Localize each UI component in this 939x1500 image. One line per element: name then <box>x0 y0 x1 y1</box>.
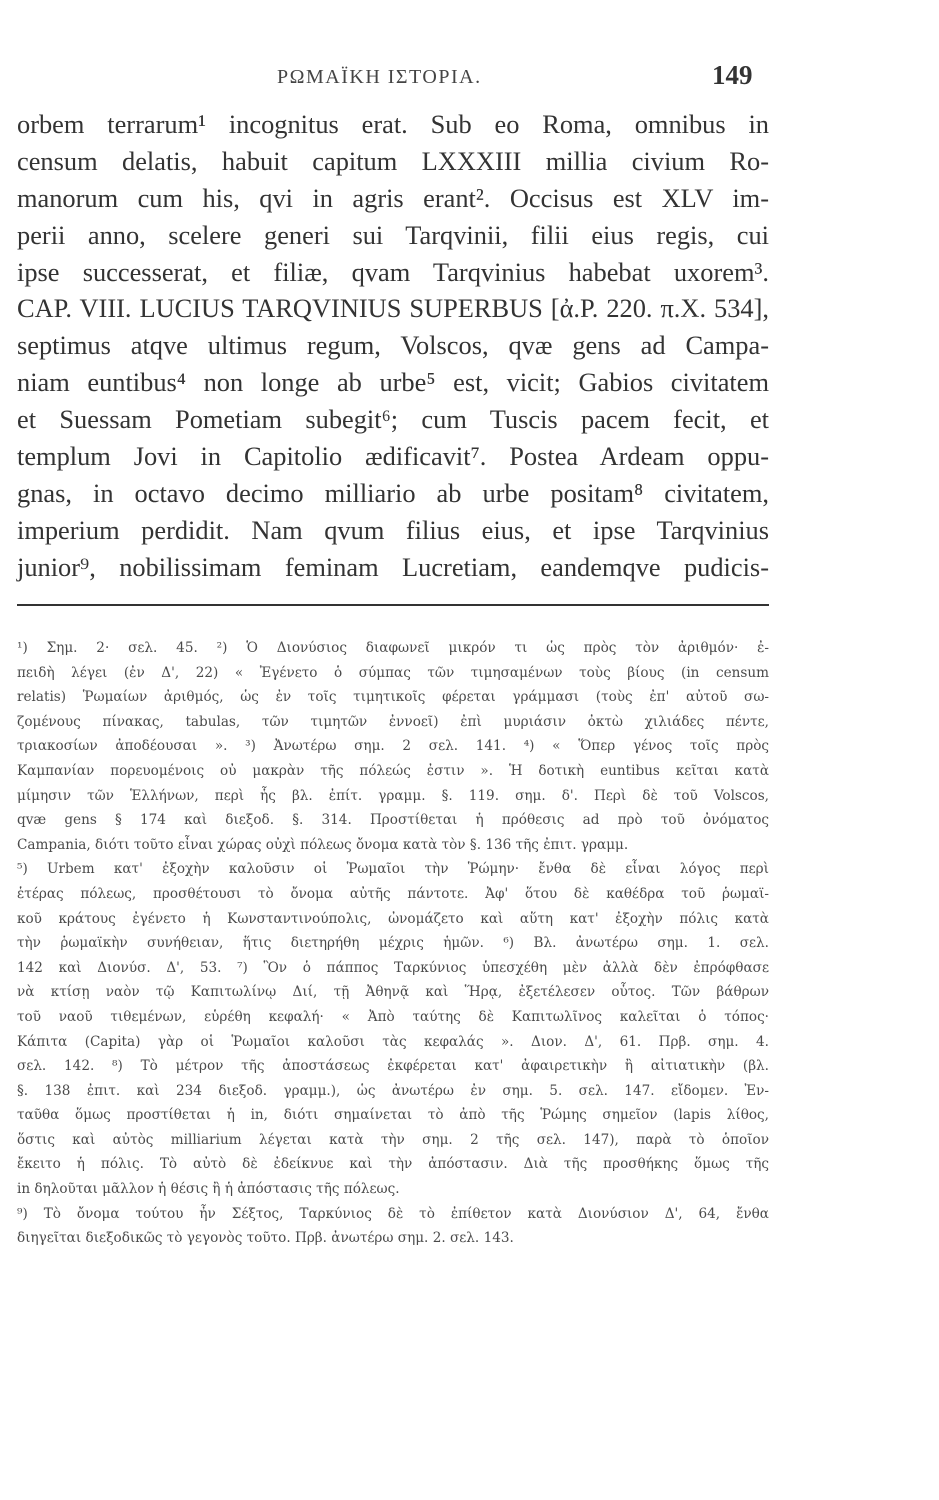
main-text-line: ipse successerat, et filiæ, qvam Tarqvinius habebat uxorem³. <box>17 256 769 287</box>
footnote-line: qvæ gens § 174 καὶ διεξοδ. §. 314. Προστίθεται ἡ πρόθεσις ad πρὸ τοῦ ὀνόματος <box>17 812 769 829</box>
footnote-line: σελ. 142. ⁸) Τὸ μέτρον τῆς ἀποστάσεως ἐκφέρεται κατ' ἀφαιρετικὴν ἢ αἰτιατικὴν (βλ. <box>17 1058 769 1075</box>
footnote-line: τριακοσίων ἀποδέουσαι ». ³) Ἀνωτέρω σημ. 2 σελ. 141. ⁴) « Ὅπερ γένος τοῖς πρὸς <box>17 738 769 755</box>
footnote-line: Καμπανίαν πορευομένοις οὐ μακρὰν τῆς πόλεώς ἐστιν ». Ἡ δοτικὴ euntibus κεῖται κατὰ <box>17 762 769 779</box>
footnote-line: τὴν ῥωμαϊκὴν συνήθειαν, ἥτις διετηρήθη μέχρις ἡμῶν. ⁶) Βλ. ἀνωτέρω σημ. 1. σελ. <box>17 935 769 952</box>
footnote-line: μίμησιν τῶν Ἑλλήνων, περὶ ἧς βλ. ἐπίτ. γραμμ. §. 119. σημ. δ'. Περὶ δὲ τοῦ Volscos, <box>17 787 769 804</box>
footnote-line: νὰ κτίσῃ ναὸν τῷ Καπιτωλίνῳ Διί, τῇ Ἀθηνᾷ καὶ Ἥρᾳ, ἐξετέλεσεν οὗτος. Τῶν βάθρων <box>17 984 769 1001</box>
running-head <box>0 60 939 96</box>
footnote-line: ζομένους πίνακας, tabulas, τῶν τιμητῶν ἐννοεῖ) ἐπὶ μυριάσιν ὀκτὼ χιλιάδες πέντε, <box>17 713 769 730</box>
main-text-line: imperium perdidit. Nam qvum filius eius, et ipse Tarqvinius <box>17 514 769 545</box>
footnote-line: ὅστις καὶ αὐτὸς milliarium λέγεται κατὰ τὴν σημ. 2 τῆς σελ. 147), παρὰ τὸ ὁποῖον <box>17 1131 769 1148</box>
main-text-line: gnas, in octavo decimo milliario ab urbe positam⁸ civitatem, <box>17 477 769 508</box>
main-text-line: septimus atqve ultimus regum, Volscos, qvæ gens ad Campa- <box>17 330 769 361</box>
footnote-line: ⁵) Urbem κατ' ἐξοχὴν καλοῦσιν οἱ Ῥωμαῖοι τὴν Ῥώμην· ἔνθα δὲ εἶναι λόγος περὶ <box>17 861 769 878</box>
main-text-line: censum delatis, habuit capitum LXXXIII millia civium Ro- <box>17 145 769 176</box>
footnote-line: ἑτέρας πόλεως, προσθέτουσι τὸ ὄνομα αὐτῆς πάντοτε. Ἀφ' ὅτου δὲ καθέδρα τοῦ ῥωμαϊ- <box>17 885 769 902</box>
footnote-divider <box>17 604 769 606</box>
footnote-line: Κάπιτα (Capita) γὰρ οἱ Ῥωμαῖοι καλοῦσι τὰς κεφαλάς ». Διον. Δ', 61. Πρβ. σημ. 4. <box>17 1033 769 1050</box>
footnote-line: ⁹) Τὸ ὄνομα τούτου ἦν Σέξτος, Ταρκύνιος δὲ τὸ ἐπίθετον κατὰ Διονύσιον Δ', 64, ἔνθα <box>17 1205 769 1222</box>
footnote-line: κοῦ κράτους ἐγένετο ἡ Κωνσταντινούπολις, ὠνομάζετο καὶ αὕτη κατ' ἐξοχὴν πόλις κατὰ <box>17 910 769 927</box>
footnote-line: 142 καὶ Διονύσ. Δ', 53. ⁷) Ὃν ὁ πάππος Ταρκύνιος ὑπεσχέθη μὲν ἀλλὰ δὲν ἐπρόφθασε <box>17 959 769 976</box>
main-text-line: templum Jovi in Capitolio ædificavit⁷. Postea Ardeam oppu- <box>17 441 769 472</box>
footnote-line: τοῦ ναοῦ τιθεμένων, εὑρέθη κεφαλή· « Ἀπὸ ταύτης δὲ Καπιτωλῖνος καλεῖται ὁ τόπος· <box>17 1008 769 1025</box>
main-text-line: perii anno, scelere generi sui Tarqvinii, filii eius regis, cui <box>17 219 769 250</box>
running-title: ΡΩΜΑΪΚΗ ΙΣΤΟΡΙΑ. <box>277 66 482 88</box>
chapter-heading-line: CAP. VIII. LUCIUS TARQVINIUS SUPERBUS [ἀ.Ρ. 220. π.Χ. 534], <box>17 293 769 324</box>
footnote-line: ¹) Σημ. 2· σελ. 45. ²) Ὁ Διονύσιος διαφωνεῖ μικρόν τι ὡς πρὸς τὸν ἀριθμόν· ἐ- <box>17 640 769 656</box>
footnote-line: §. 138 ἐπιτ. καὶ 234 διεξοδ. γραμμ.), ὡς ἀνωτέρω ἐν σημ. 5. σελ. 147. εἴδομεν. Ἐν- <box>17 1082 769 1099</box>
footnote-line: Campania, διότι τοῦτο εἶναι χώρας οὐχὶ πόλεως ὄνομα κατὰ τὸν §. 136 τῆς ἐπιτ. γραμμ. <box>17 836 629 853</box>
footnote-line: in δηλοῦται μᾶλλον ἡ θέσις ἢ ἡ ἀπόστασις τῆς πόλεως. <box>17 1181 400 1198</box>
footnotes <box>17 636 769 1251</box>
main-text-line: orbem terrarum¹ incognitus erat. Sub eo Roma, omnibus in <box>17 109 769 139</box>
main-text-line: junior⁹, nobilissimam feminam Lucretiam, eandemqve pudicis- <box>17 551 769 582</box>
footnote-line: ἔκειτο ἡ πόλις. Τὸ αὐτὸ δὲ ἐδείκνυε καὶ τὴν ἀπόστασιν. Διὰ τῆς προσθήκης ὅμως τῆς <box>17 1156 769 1173</box>
main-text <box>17 106 769 586</box>
footnote-line: πειδὴ λέγει (ἐν Δ', 22) « Ἐγένετο ὁ σύμπας τῶν τιμησαμένων τοὺς βίους (in censum <box>17 664 769 681</box>
main-text-line: niam euntibus⁴ non longe ab urbe⁵ est, vicit; Gabios civitatem <box>17 367 769 398</box>
main-text-line: manorum cum his, qvi in agris erant². Occisus est XLV im- <box>17 182 769 213</box>
footnote-line: ταῦθα ὅμως προστίθεται ἡ in, διότι σημαίνεται τὸ ἀπὸ τῆς Ῥώμης σημεῖον (lapis λίθος, <box>17 1107 769 1124</box>
page-number: 149 <box>712 60 753 90</box>
footnote-line: relatis) Ῥωμαίων ἀριθμός, ὡς ἐν τοῖς τιμητικοῖς φέρεται γράμμασι (τοὺς ἐπ' αὐτοῦ σω- <box>17 689 769 706</box>
main-text-line: et Suessam Pometiam subegit⁶; cum Tuscis pacem fecit, et <box>17 404 769 435</box>
footnote-line: διηγεῖται διεξοδικῶς τὸ γεγονὸς τοῦτο. Πρβ. ἀνωτέρω σημ. 2. σελ. 143. <box>17 1230 514 1247</box>
